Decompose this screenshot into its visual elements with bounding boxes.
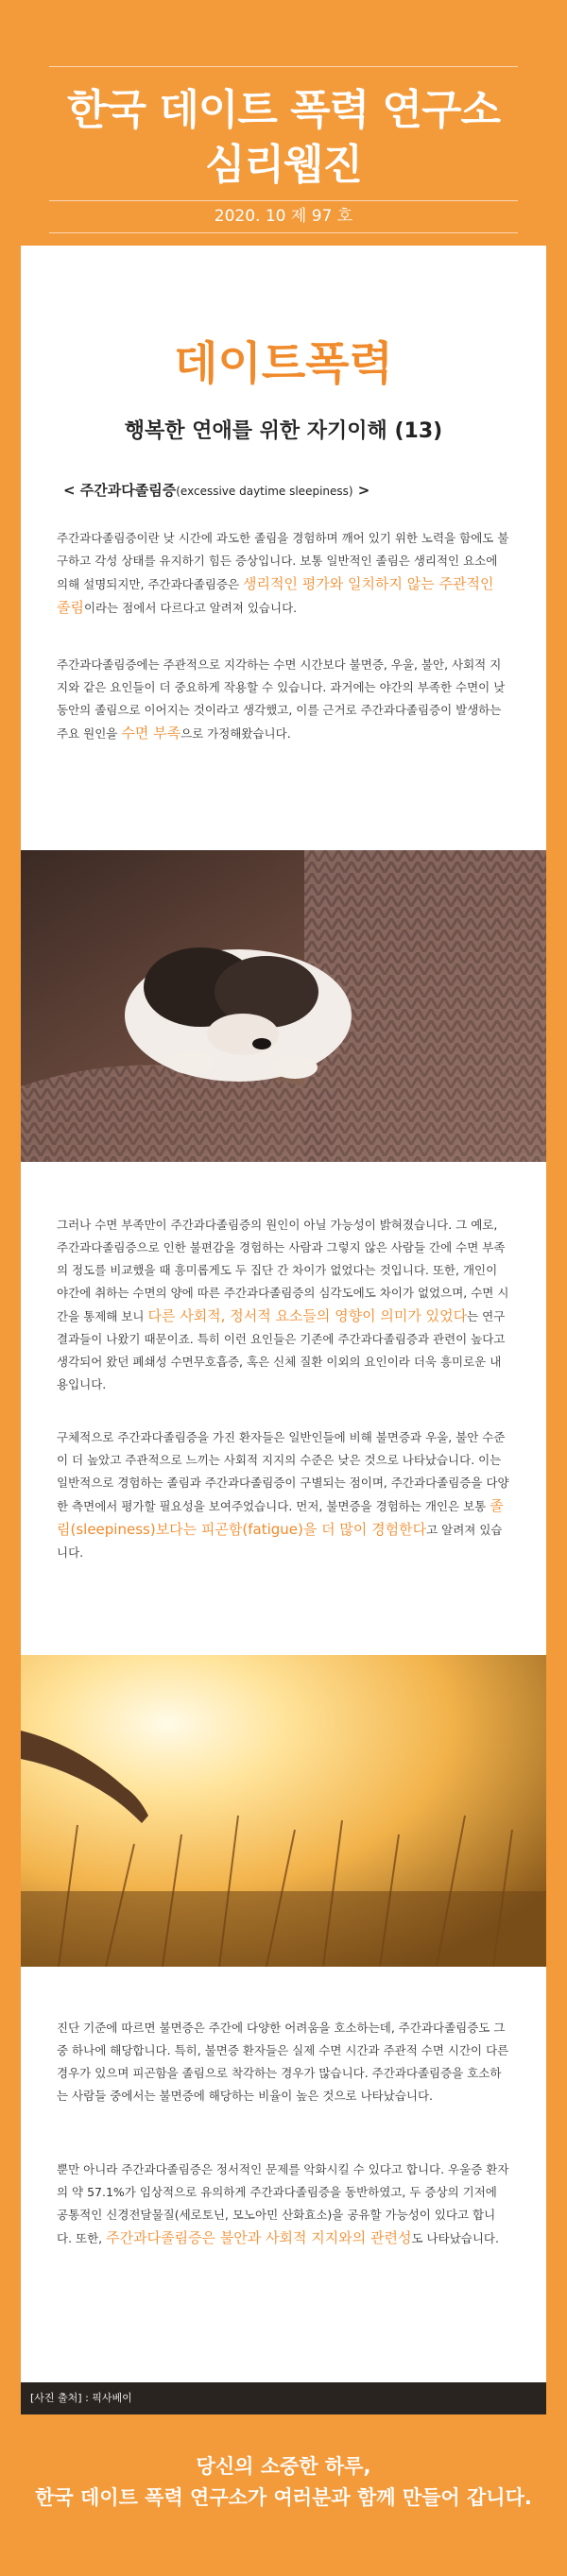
paragraph-5: [57, 2017, 510, 2107]
header-rule-top: [49, 66, 518, 67]
paragraph-2-text-b: 으로 가정해왔습니다.: [180, 726, 291, 741]
paragraph-4-highlight: 졸림(sleepiness)보다는 피곤함(fatigue)을 더 많이 경험한다: [57, 1497, 504, 1538]
article-subtitle: 행복한 연애를 위한 자기이해 (13): [124, 419, 443, 443]
grass-photo: [21, 1655, 546, 1967]
grass-image: [21, 1655, 546, 1967]
paragraph-4-text-b: 고 알려져 있습니다.: [57, 1523, 503, 1560]
paragraph-6-text-a: 뿐만 아니라 주간과다졸림증은 정서적인 문제를 악화시킬 수 있다고 합니다. 우울증 환자의 약 57.1%가 임상적으로 유의하게 주간과다졸림증을 동반하였고, 두 증상의 기저에 공통적인 신경전달물질(세로토닌, 모노아민 산화효소)을 공유할 가능성이 있다고 합니다. 또한,: [57, 2162, 509, 2245]
section-heading-end: >: [352, 482, 370, 499]
paragraph-6-highlight: 주간과다졸림증은 불안과 사회적 지지와의 관련성: [106, 2229, 412, 2246]
footer-line2: 한국 데이트 폭력 연구소가 여러분과 함께 만들어 갑니다.: [35, 2486, 532, 2509]
paragraph-3-highlight: 다른 사회적, 정서적 요소들의 영향이 의미가 있었다: [147, 1307, 468, 1324]
paragraph-1: [57, 527, 510, 620]
photo-credit-bar: [21, 2382, 546, 2414]
webzine-header: [0, 0, 567, 246]
section-heading: [63, 479, 369, 503]
paragraph-1-text-a: 주간과다졸림증이란 낮 시간에 과도한 졸림을 경험하며 깨어 있기 위한 노력을 함에도 불구하고 각성 상태를 유지하기 힘든 증상입니다. 보통 일반적인 졸림은 생리적인 요소에 의해 설명되지만, 주간과다졸림증은: [57, 531, 509, 591]
paragraph-4-text-a: 구체적으로 주간과다졸림증을 가진 환자들은 일반인들에 비해 불면증과 우울, 불안 수준이 더 높았고 주관적으로 느끼는 사회적 지지의 수준은 낮은 것으로 나타났습니다. 이는 일반적으로 경험하는 졸림과 주간과다졸림증이 구별되는 점이며, 주간과다졸림증을 다양한 측면에서 평가할 필요성을 보여주었습니다. 먼저, 불면증을 경험하는 개인은 보통: [57, 1430, 509, 1513]
paragraph-1-highlight: 생리적인 평가와 일치하지 않는 주관적인 졸림: [57, 575, 494, 616]
section-heading-en: (excessive daytime sleepiness): [176, 485, 353, 498]
issue-number: 2020. 10 제 97 호: [214, 207, 353, 226]
paragraph-2-highlight: 수면 부족: [121, 725, 181, 742]
paragraph-4: [57, 1426, 510, 1564]
paragraph-2-text-a: 주간과다졸림증에는 주관적으로 지각하는 수면 시간보다 불면증, 우울, 불안, 사회적 지지와 같은 요인들이 더 중요하게 작용할 수 있습니다. 과거에는 야간의 부족한 수면이 낮 동안의 졸림으로 이어지는 것이라고 생각했고, 이를 근거로 주간과다졸림증이 발생하는 주요 원인을: [57, 657, 506, 741]
paragraph-3-text-b: 는 연구결과들이 나왔기 때문이죠. 특히 이런 요인들은 기존에 주간과다졸림증과 관련이 높다고 생각되어 왔던 폐쇄성 수면무호흡증, 혹은 신체 질환 이외의 요인이라 더욱 흥미로운 내용입니다.: [57, 1309, 506, 1391]
puppy-photo: [21, 850, 546, 1162]
article-card: [21, 246, 546, 2382]
paragraph-3-text-a: 그러나 수면 부족만이 주간과다졸림증의 원인이 아닐 가능성이 밝혀졌습니다. 그 예로, 주간과다졸림증으로 인한 불편감을 경험하는 사람과 그렇지 않은 사람들 간에 수면 부족의 정도를 비교했을 때 흥미롭게도 두 집단 간 차이가 없었다는 것입니다. 또한, 개인이 야간에 취하는 수면의 양에 따른 주간과다졸림증의 심각도에도 차이가 없었으며, 수면 시간을 통제해 보니: [57, 1218, 509, 1323]
webzine-title: [0, 83, 567, 193]
paragraph-3: [57, 1214, 510, 1396]
footer-line1: 당신의 소중한 하루,: [196, 2455, 371, 2478]
paragraph-5-text: 진단 기준에 따르면 불면증은 주간에 다양한 어려움을 호소하는데, 주간과다졸림증도 그 중 하나에 해당합니다. 특히, 불면증 환자들은 실제 수면 시간과 주관적 수면 시간이 다른 경우가 있으며 피곤함을 졸림으로 착각하는 경우가 많습니다. 주간과다졸림증을 호소하는 사람들 중에서는 불면증에 해당하는 비율이 높은 것으로 나타났습니다.: [57, 2021, 509, 2103]
section-heading-ko: < 주간과다졸림증: [63, 482, 177, 499]
paragraph-1-text-b: 이라는 점에서 다르다고 알려져 있습니다.: [83, 601, 298, 615]
paragraph-6-text-b: 도 나타났습니다.: [411, 2231, 499, 2245]
webzine-title-line2: 심리웹진: [204, 141, 362, 189]
paragraph-2: [57, 654, 510, 745]
paragraph-6: [57, 2158, 510, 2250]
header-rule-mid: [49, 200, 518, 201]
photo-credit: [사진 출처] : 픽사베이: [30, 2392, 132, 2404]
puppy-image: [21, 850, 546, 1162]
webzine-title-line1: 한국 데이트 폭력 연구소: [67, 86, 500, 134]
header-rule-bottom: [49, 232, 518, 233]
article-topic: 데이트폭력: [174, 337, 393, 390]
webzine-footer: [0, 2451, 567, 2514]
